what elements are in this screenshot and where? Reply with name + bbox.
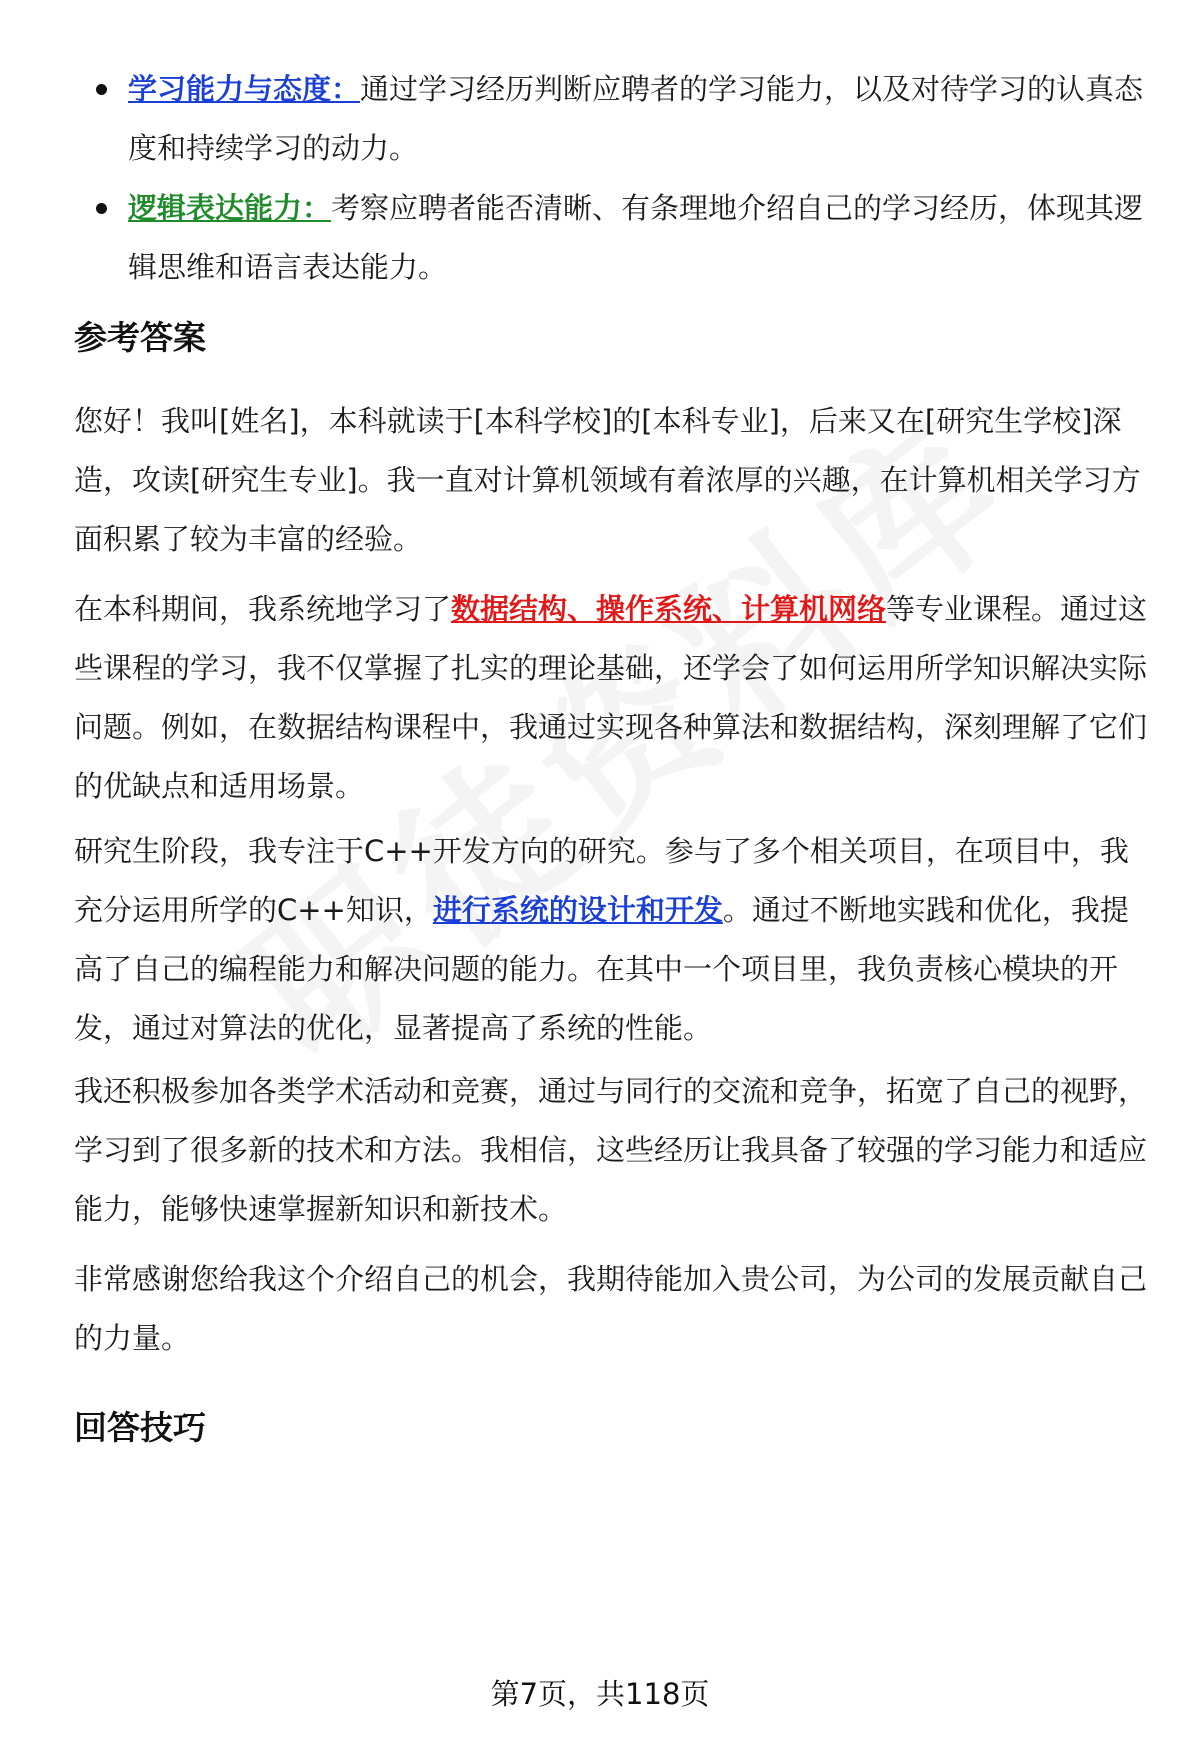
bullet-dot-icon xyxy=(96,203,107,214)
answer-paragraph-1: 您好！我叫[姓名]，本科就读于[本科学校]的[本科专业]，后来又在[研究生学校]深造，攻读[研究生专业]。我一直对计算机领域有着浓厚的兴趣，在计算机相关学习方面积累了较为丰富的经验。 xyxy=(74,404,1141,556)
criteria-text: 通过学习经历判断应聘者的学习能力，以及对待学习的认真态度和持续学习的动力。 xyxy=(128,72,1144,165)
criteria-label: 逻辑表达能力： xyxy=(128,191,332,225)
paragraph-text: 在本科期间，我系统地学习了 xyxy=(74,592,452,626)
answer-paragraph-2 xyxy=(74,580,1154,816)
answer-paragraph-4: 我还积极参加各类学术活动和竞赛，通过与同行的交流和竞争，拓宽了自己的视野，学习到了很多新的技术和方法。我相信，这些经历让我具备了较强的学习能力和适应能力，能够快速掌握新知识和新技术。 xyxy=(74,1074,1148,1226)
paragraph-text: 。通过不断地实践和优化，我提高了自己的编程能力和解决问题的能力。在其中一个项目里，我负责核心模块的开发，通过对算法的优化，显著提高了系统的性能。 xyxy=(74,893,1129,1045)
page-number: 第7页，共118页 xyxy=(490,1677,710,1711)
section-title-tips: 回答技巧 xyxy=(74,1408,206,1447)
bullet-dot-icon xyxy=(96,84,107,95)
criteria-text: 考察应聘者能否清晰、有条理地介绍自己的学习经历，体现其逻辑思维和语言表达能力。 xyxy=(128,191,1144,284)
answer-paragraph-3 xyxy=(74,822,1154,1058)
highlight-design: 进行系统的设计和开发 xyxy=(432,893,723,927)
criteria-label: 学习能力与态度： xyxy=(128,72,361,106)
criteria-item-learning xyxy=(96,60,1146,178)
highlight-courses: 数据结构、操作系统、计算机网络 xyxy=(451,592,887,626)
criteria-list xyxy=(96,60,1146,298)
paragraph-text: 等专业课程。通过这些课程的学习，我不仅掌握了扎实的理论基础，还学会了如何运用所学知识解决实际问题。例如，在数据结构课程中，我通过实现各种算法和数据结构，深刻理解了它们的优缺点和适用场景。 xyxy=(74,592,1148,803)
paragraph-text: 研究生阶段，我专注于C++开发方向的研究。参与了多个相关项目，在项目中，我充分运用所学的C++知识， xyxy=(74,834,1129,927)
answer-paragraph-5: 非常感谢您给我这个介绍自己的机会，我期待能加入贵公司，为公司的发展贡献自己的力量。 xyxy=(74,1262,1148,1355)
section-title-answer: 参考答案 xyxy=(74,318,206,357)
criteria-item-logic xyxy=(96,179,1146,297)
